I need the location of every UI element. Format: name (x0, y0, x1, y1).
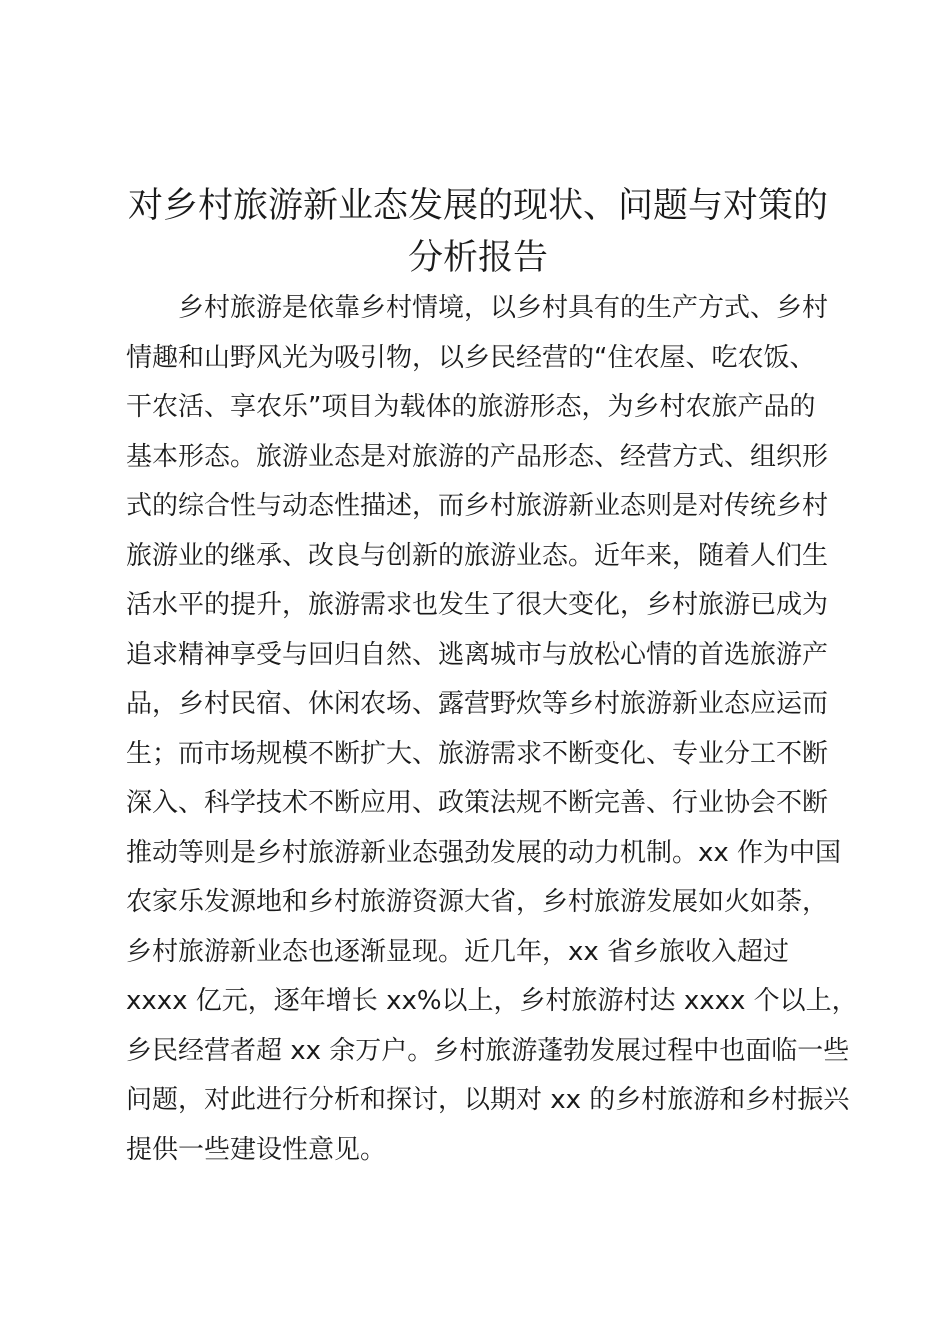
paragraph-line: 乡民经营者超 xx 余万户。乡村旅游蓬勃发展过程中也面临一些 (126, 1035, 850, 1066)
paragraph-line: 乡村旅游新业态也逐渐显现。近几年，xx 省乡旅收入超过 (126, 936, 790, 967)
paragraph-line: 干农活、享农乐”项目为载体的旅游形态，为乡村农旅产品的 (126, 392, 816, 422)
paragraph-line: 生；而市场规模不断扩大、旅游需求不断变化、专业分工不断 (126, 738, 829, 769)
paragraph-line: xxxx 亿元，逐年增长 xx%以上，乡村旅游村达 xxxx 个以上， (126, 986, 858, 1016)
paragraph-line: 农家乐发源地和乡村旅游资源大省，乡村旅游发展如火如荼， (126, 887, 829, 917)
paragraph-line: 推动等则是乡村旅游新业态强劲发展的动力机制。xx 作为中国 (126, 837, 842, 868)
paragraph-line: 基本形态。旅游业态是对旅游的产品形态、经营方式、组织形 (126, 441, 829, 472)
paragraph-line: 深入、科学技术不断应用、政策法规不断完善、行业协会不断 (126, 788, 829, 818)
paragraph-line: 式的综合性与动态性描述，而乡村旅游新业态则是对传统乡村 (126, 491, 829, 521)
body-paragraph (126, 284, 856, 1175)
document-title (118, 180, 838, 284)
paragraph-line: 乡村旅游是依靠乡村情境，以乡村具有的生产方式、乡村 (178, 293, 829, 323)
paragraph-line: 问题，对此进行分析和探讨，以期对 xx 的乡村旅游和乡村振兴 (126, 1085, 850, 1115)
title-line: 对乡村旅游新业态发展的现状、问题与对策的 (127, 186, 828, 226)
paragraph-line: 活水平的提升，旅游需求也发生了很大变化，乡村旅游已成为 (126, 590, 829, 620)
paragraph-line: 品，乡村民宿、休闲农场、露营野炊等乡村旅游新业态应运而 (126, 689, 829, 719)
title-line: 分析报告 (407, 238, 548, 278)
paragraph-line: 追求精神享受与回归自然、逃离城市与放松心情的首选旅游产 (126, 639, 829, 670)
paragraph-line: 旅游业的继承、改良与创新的旅游业态。近年来，随着人们生 (126, 540, 829, 571)
paragraph-line: 提供一些建设性意见。 (126, 1134, 387, 1165)
paragraph-line: 情趣和山野风光为吸引物，以乡民经营的“住农屋、吃农饭、 (126, 342, 816, 373)
